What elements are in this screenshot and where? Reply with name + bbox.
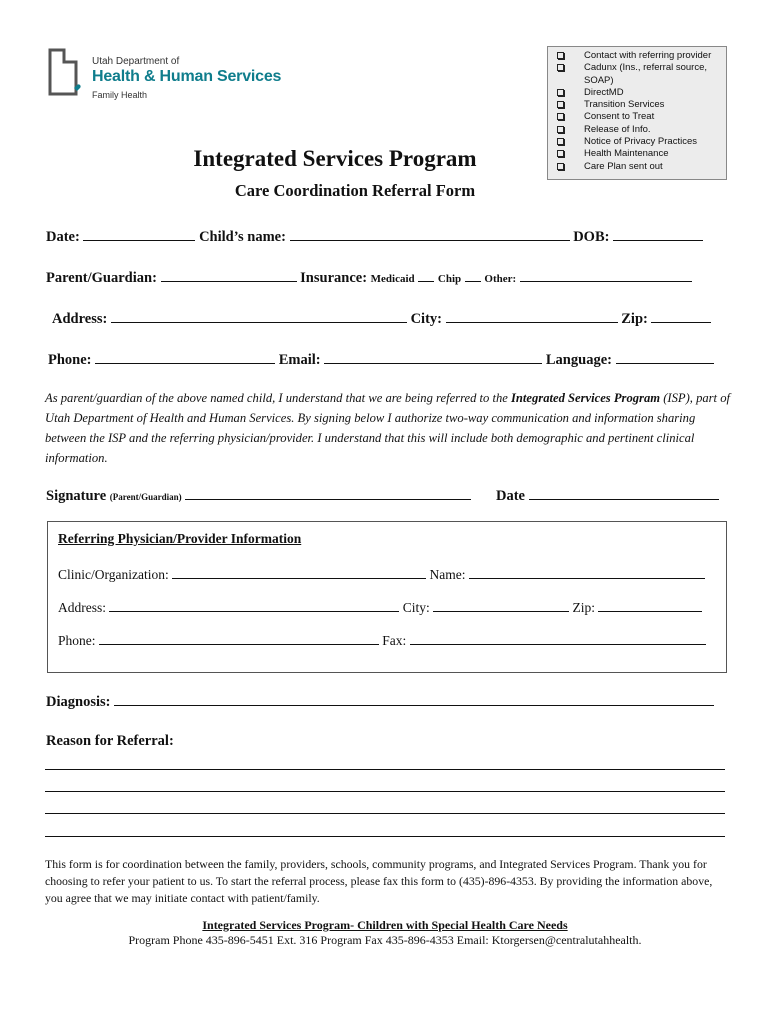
- signature-sublabel: (Parent/Guardian): [109, 492, 182, 502]
- signature-label: Signature: [46, 488, 107, 504]
- checklist-item-label: Contact with referring provider: [584, 50, 712, 61]
- parent-field[interactable]: [161, 268, 297, 282]
- signature-date-label: Date: [496, 488, 525, 504]
- city-field[interactable]: [446, 309, 618, 323]
- ref-address-label: Address:: [58, 600, 106, 615]
- address-label: Address:: [52, 311, 108, 327]
- consent-program-name: Integrated Services Program: [511, 391, 661, 405]
- chip-label: Chip: [437, 273, 462, 285]
- signature-date-field[interactable]: [529, 486, 719, 500]
- logo-line-2: Health & Human Services: [92, 68, 282, 85]
- checklist-item-label: Release of Info.: [584, 123, 651, 135]
- checklist-item: [557, 87, 722, 99]
- ref-city-label: City:: [402, 600, 430, 615]
- ref-address-field[interactable]: [109, 598, 399, 612]
- address-field[interactable]: [111, 309, 407, 323]
- medicaid-field[interactable]: [418, 268, 434, 282]
- checklist-item-label: Care Plan sent out: [584, 160, 663, 172]
- reason-line-3[interactable]: [45, 813, 725, 814]
- email-field[interactable]: [324, 350, 542, 364]
- checkbox-icon[interactable]: [557, 89, 564, 96]
- logo-line-3: Family Health: [92, 90, 148, 100]
- checklist-item: [557, 124, 722, 136]
- footer-program: Integrated Services Program- Children with Special Health Care Needs: [202, 918, 568, 932]
- referring-heading: Referring Physician/Provider Information: [58, 531, 302, 546]
- dob-label: DOB:: [573, 229, 610, 245]
- date-field[interactable]: [83, 227, 195, 241]
- form-title: Integrated Services Program: [193, 146, 477, 171]
- language-field[interactable]: [616, 350, 714, 364]
- zip-label: Zip:: [621, 311, 648, 327]
- other-field[interactable]: [520, 268, 692, 282]
- checklist-item: [557, 75, 722, 87]
- footer-contact: Program Phone 435-896-5451 Ext. 316 Program Fax 435-896-4353 Email: Ktorgersen@centralutahhealth.: [128, 933, 642, 947]
- city-label: City:: [410, 311, 442, 327]
- form-subtitle: Care Coordination Referral Form: [234, 181, 476, 200]
- ref-clinic-label: Clinic/Organization:: [58, 567, 169, 582]
- ref-row-clinic: [58, 565, 705, 583]
- ref-phone-field[interactable]: [99, 631, 379, 645]
- consent-text-2: (ISP), part of Utah Department of Health and Human Services. By signing below I authorize two-way communication and information sharing between the ISP and the referring physician/provider. I understand that this will include both demographic and pertinent clinical information.: [45, 391, 731, 465]
- ref-name-field[interactable]: [469, 565, 705, 579]
- ref-city-field[interactable]: [433, 598, 569, 612]
- dob-field[interactable]: [613, 227, 703, 241]
- parent-label: Parent/Guardian:: [46, 270, 157, 286]
- email-label: Email:: [278, 352, 321, 368]
- signature-row: [46, 486, 471, 505]
- footer-note: This form is for coordination between the family, providers, schools, community programs, and Integrated Services Program. Thank you for choosing to refer your patient to us. To start the referral process, please fax this form to (435)-896-4353. By providing the information above, you agree that we may initiate contact with patient/family.: [45, 857, 713, 905]
- zip-field[interactable]: [651, 309, 711, 323]
- medicaid-label: Medicaid: [370, 273, 415, 285]
- reason-label: Reason for Referral:: [46, 733, 174, 749]
- diagnosis-field[interactable]: [114, 692, 714, 706]
- checklist-item-label: Consent to Treat: [584, 111, 655, 123]
- row-address: [52, 309, 711, 328]
- checklist-item: [557, 50, 722, 62]
- checkbox-icon[interactable]: [557, 113, 564, 120]
- date-label: Date:: [46, 229, 80, 245]
- signature-field[interactable]: [185, 486, 471, 500]
- consent-paragraph: [45, 388, 735, 468]
- checklist-item-label: SOAP): [584, 74, 614, 86]
- diagnosis-row: [46, 692, 714, 711]
- checkbox-icon[interactable]: [557, 138, 564, 145]
- phone-field[interactable]: [95, 350, 275, 364]
- ref-fax-field[interactable]: [410, 631, 706, 645]
- ref-name-label: Name:: [429, 567, 466, 582]
- ref-phone-label: Phone:: [58, 633, 96, 648]
- insurance-label: Insurance:: [300, 270, 368, 286]
- ref-clinic-field[interactable]: [172, 565, 426, 579]
- checklist-item-label: Notice of Privacy Practices: [584, 136, 697, 148]
- checklist-item: [557, 62, 722, 74]
- row-phone-email: [48, 350, 714, 369]
- ref-row-phone: [58, 631, 706, 649]
- ref-zip-field[interactable]: [598, 598, 702, 612]
- phone-label: Phone:: [48, 352, 92, 368]
- checklist-item: [557, 111, 722, 123]
- checklist-item-label: Cadunx (Ins., referral source,: [584, 62, 708, 74]
- child-name-field[interactable]: [290, 227, 570, 241]
- language-label: Language:: [545, 352, 612, 368]
- diagnosis-label: Diagnosis:: [46, 694, 111, 710]
- signature-date-row: [496, 486, 719, 505]
- reason-line-4[interactable]: [45, 836, 725, 837]
- utah-state-outline-icon: [48, 48, 84, 98]
- other-label: Other:: [484, 273, 517, 285]
- checklist-item-label: Transition Services: [584, 99, 665, 111]
- checkbox-icon[interactable]: [557, 52, 564, 59]
- consent-text-1: As parent/guardian of the above named child, I understand that we are being referred to the: [45, 391, 512, 405]
- reason-line-1[interactable]: [45, 769, 725, 770]
- checkbox-icon[interactable]: [557, 101, 564, 108]
- checklist-item-label: DirectMD: [584, 86, 624, 98]
- checkbox-icon[interactable]: [557, 64, 564, 71]
- checklist-item: [557, 99, 722, 111]
- row-parent-insurance: [46, 268, 692, 287]
- ref-row-address: [58, 598, 702, 616]
- reason-line-2[interactable]: [45, 791, 725, 792]
- checklist-item-label: Health Maintenance: [584, 148, 669, 160]
- child-name-label: Child’s name:: [199, 229, 286, 245]
- ref-zip-label: Zip:: [572, 600, 596, 615]
- row-date-child: [46, 227, 703, 246]
- logo-line-1: Utah Department of: [92, 56, 180, 67]
- ref-fax-label: Fax:: [382, 633, 407, 648]
- checkbox-icon[interactable]: [557, 126, 564, 133]
- chip-field[interactable]: [465, 268, 481, 282]
